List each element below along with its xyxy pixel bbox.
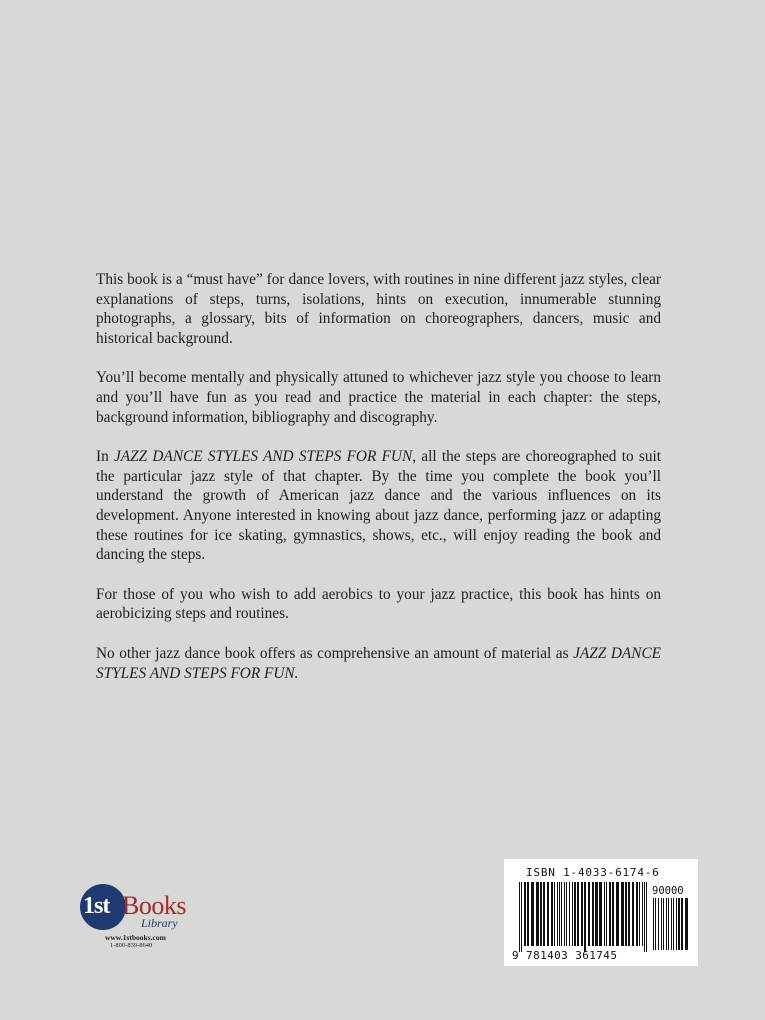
barcode-bar	[564, 882, 565, 946]
publisher-url: www.1stbooks.com	[105, 933, 166, 942]
blurb-paragraph-4: For those of you who wish to add aerobics to your jazz practice, this book has hints on aerobicizing steps and routines.	[96, 585, 661, 623]
blurb-paragraph-5	[96, 644, 661, 683]
barcode-bar	[612, 882, 614, 946]
barcode-bar	[519, 882, 520, 952]
addon-barcode-bars	[652, 898, 688, 950]
barcode-bar	[621, 882, 624, 946]
barcode-bar	[604, 882, 605, 946]
barcode-bar	[599, 882, 602, 946]
barcode-bar	[527, 882, 529, 946]
publisher-phone: 1-800-839-8640	[110, 942, 153, 949]
barcode-bar	[666, 898, 667, 950]
barcode-bar	[569, 882, 570, 946]
back-cover-blurb	[96, 270, 661, 703]
blurb-paragraph-2: You’ll become mentally and physically attuned to whichever jazz style you choose to learn and you’ll have fun as you read and practice the material in each chapter: the steps, background information, bibliography and discography.	[96, 369, 661, 426]
barcode-bar	[685, 898, 688, 950]
logo-word: Books	[122, 891, 186, 920]
barcode-bar	[644, 882, 645, 952]
barcode-bar	[540, 882, 542, 946]
barcode-bar	[668, 898, 669, 950]
barcode-bar	[628, 882, 630, 946]
ean-barcode-bars	[518, 882, 648, 952]
barcode-bar	[592, 882, 594, 946]
blurb-paragraph-3-rest: , all the steps are choreographed to suit the particular jazz style of that chapter. By the time you complete the book you’ll understand the growth of American jazz dance and the various influences on its development. Anyone interested in knowing about jazz dance, performing jazz or adapting these routines for ice skating, gymnastics, shows, etc., will enjoy reading the book and dancing the steps.	[96, 448, 661, 564]
barcode-bar	[678, 898, 680, 950]
barcode-bar	[625, 882, 627, 946]
barcode-bar	[554, 882, 555, 946]
isbn-barcode	[504, 859, 698, 966]
barcode-bar	[671, 898, 672, 950]
book-title-closing: JAZZ DANCE STYLES AND STEPS FOR FUN.	[96, 644, 661, 682]
barcode-bar	[676, 898, 677, 950]
barcode-bar	[609, 882, 611, 946]
barcode-bar	[661, 898, 662, 950]
barcode-bar	[584, 882, 586, 952]
barcode-bar	[577, 882, 579, 946]
barcode-bar	[572, 882, 573, 946]
publisher-logo	[80, 884, 220, 954]
barcode-bar	[543, 882, 545, 946]
barcode-bar	[606, 882, 607, 946]
barcode-bar	[566, 882, 567, 946]
blurb-paragraph-1: This book is a “must have” for dance lovers, with routines in nine different jazz styles, clear explanations of steps, turns, isolations, hints on execution, innumerable stunning photographs, a glossary, bits of information on choreographers, dancers, music and historical background.	[96, 271, 661, 347]
barcode-bar	[581, 882, 583, 946]
book-title-inline: JAZZ DANCE STYLES AND STEPS FOR FUN	[114, 448, 413, 466]
barcode-bar	[547, 882, 549, 946]
barcode-bar	[632, 882, 634, 946]
blurb-paragraph-3-prefix: In	[96, 448, 115, 466]
barcode-bar	[574, 882, 576, 946]
barcode-bar	[524, 882, 526, 946]
barcode-bar	[559, 882, 560, 946]
barcode-bar	[646, 882, 647, 952]
barcode-bar	[551, 882, 553, 946]
barcode-bar	[588, 882, 590, 946]
barcode-bar	[595, 882, 598, 946]
logo-numeral: 1st	[83, 893, 110, 919]
price-code: 90000	[652, 885, 684, 897]
barcode-bar	[616, 882, 619, 946]
barcode-bar	[561, 882, 562, 946]
barcode-bar	[536, 882, 539, 946]
barcode-bar	[653, 898, 654, 950]
barcode-bar	[639, 882, 640, 946]
barcode-bar	[655, 898, 656, 950]
barcode-bar	[673, 898, 674, 950]
blurb-paragraph-3	[96, 447, 661, 565]
barcode-bar	[521, 882, 522, 952]
barcode-bar	[663, 898, 664, 950]
barcode-bar	[681, 898, 683, 950]
blurb-paragraph-5-prefix: No other jazz dance book offers as comprehensive an amount of material as	[96, 644, 574, 662]
barcode-bar	[642, 882, 643, 946]
ean-digits: 9 781403 361745	[512, 949, 618, 962]
barcode-bar	[531, 882, 534, 946]
logo-sub: Library	[141, 916, 178, 930]
barcode-bar	[658, 898, 659, 950]
isbn-label: ISBN 1-4033-6174-6	[526, 866, 660, 879]
barcode-bar	[636, 882, 638, 946]
barcode-bar	[557, 882, 558, 946]
